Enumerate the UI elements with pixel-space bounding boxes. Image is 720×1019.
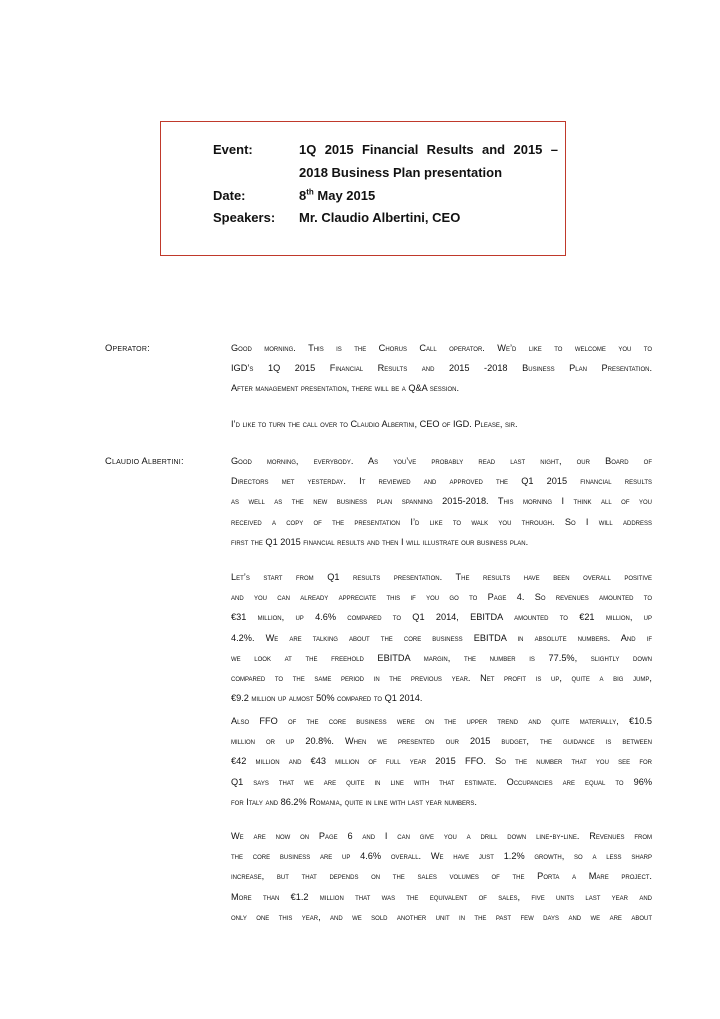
text-line: Directors met yesterday. It reviewed and approved the Q1 2015 financial results — [231, 476, 652, 487]
date-value — [299, 188, 375, 204]
text-line: IGD’s 1Q 2015 Financial Results and 2015 -2018 Business Plan Presentation. — [231, 363, 652, 374]
text-line: the core business are up 4.6% overall. We have just 1.2% growth, so a less sharp — [231, 851, 652, 862]
ceo-paragraph-2 — [231, 567, 652, 708]
text-line: €9.2 million up almost 50% compared to Q1 2014. — [231, 693, 423, 704]
text-line: million or up 20.8%. When we presented our 2015 budget, the guidance is between — [231, 736, 652, 747]
text-line: as well as the new business plan spanning 2015-2018. This morning I think all of you — [231, 496, 652, 507]
event-value-line2: 2018 Business Plan presentation — [299, 165, 503, 180]
operator-paragraph-2 — [231, 414, 652, 434]
date-suffix: th — [306, 187, 314, 197]
date-label: Date: — [213, 188, 246, 203]
text-line: Good morning. This is the Chorus Call operator. We’d like to welcome you to — [231, 343, 652, 353]
text-line: €31 million, up 4.6% compared to Q1 2014, EBITDA amounted to €21 million, up — [231, 612, 652, 623]
date-day: 8 — [299, 188, 307, 203]
speaker-ceo: Claudio Albertini: — [105, 455, 184, 466]
text-line: increase, but that depends on the sales volumes of the Porta a Mare project. — [231, 871, 652, 882]
date-month-year: May 2015 — [313, 188, 376, 203]
operator-paragraph-1 — [231, 338, 652, 399]
speakers-label: Speakers: — [213, 210, 276, 225]
text-line: Good morning, everybody. As you’ve probably read last night, our Board of — [231, 456, 652, 466]
speakers-value: Mr. Claudio Albertini, CEO — [299, 210, 461, 225]
text-line: €42 million and €43 million of full year 2015 FFO. So the number that you see for — [231, 756, 652, 767]
text-line: compared to the same period in the previous year. Net profit is up, quite a big jump, — [231, 673, 652, 684]
text-line: Let’s start from Q1 results presentation. The results have been overall positive — [231, 572, 652, 582]
event-value-line1: 1Q 2015 Financial Results and 2015 – — [299, 142, 558, 157]
event-label: Event: — [213, 142, 253, 157]
text-line: we look at the freehold EBITDA margin, the number is 77.5%, slightly down — [231, 652, 652, 663]
ceo-paragraph-1 — [231, 451, 652, 552]
text-line: More than €1.2 million that was the equivalent of sales, five units last year and — [231, 891, 652, 902]
ceo-paragraph-3 — [231, 711, 652, 812]
text-line: 4.2%. We are talking about the core business EBITDA in absolute numbers. And if — [231, 632, 652, 643]
text-line: only one this year, and we sold another unit in the past few days and we are about — [231, 911, 652, 922]
text-line: first the Q1 2015 financial results and then I will illustrate our business plan. — [231, 536, 529, 547]
text-line: received a copy of the presentation I’d like to walk you through. So I will address — [231, 516, 652, 527]
ceo-paragraph-4 — [231, 826, 652, 927]
text-line: We are now on Page 6 and I can give you a drill down line-by-line. Revenues from — [231, 831, 652, 841]
speaker-operator: Operator: — [105, 342, 150, 353]
text-line: and you can already appreciate this if you go to Page 4. So revenues amounted to — [231, 592, 652, 603]
text-line: Q1 says that we are quite in line with that estimate. Occupancies are equal to 96% — [231, 776, 652, 787]
text-line: After management presentation, there will be a Q&A session. — [231, 383, 460, 394]
text-line: Also FFO of the core business were on the upper trend and quite materially, €10.5 — [231, 716, 652, 726]
text-line: for Italy and 86.2% Romania, quite in line with last year numbers. — [231, 796, 477, 807]
text-line: I’d like to turn the call over to Claudio Albertini, CEO of IGD. Please, sir. — [231, 419, 518, 429]
